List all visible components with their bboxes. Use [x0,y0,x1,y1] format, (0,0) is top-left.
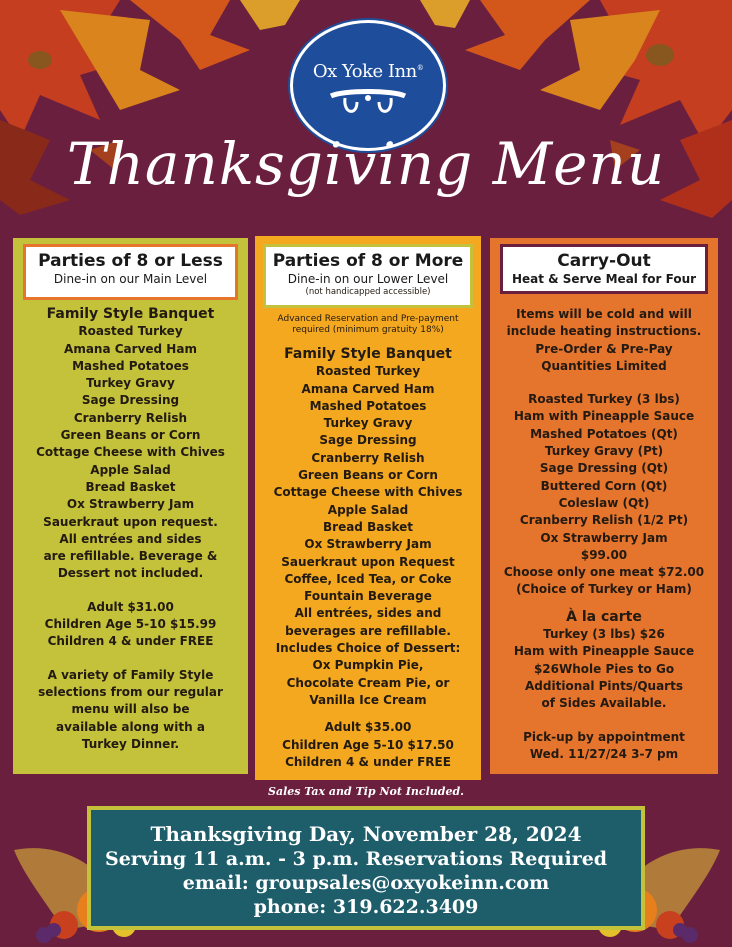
serving-hours: Serving 11 a.m. - 3 p.m. Reservations Required [105,848,608,870]
list-item: Sage Dressing [319,433,417,448]
event-date: Thanksgiving Day, November 28, 2024 [150,822,582,846]
extra-line: Turkey Dinner. [81,736,180,751]
list-item: Cranberry Relish (1/2 Pt) [519,513,689,528]
column-heading: Parties of 8 or More [272,251,464,271]
list-item: Coleslaw (Qt) [558,495,650,510]
column-subheading: Dine-in on our Lower Level [287,272,449,286]
tax-note: Sales Tax and Tip Not Included. [268,785,464,798]
alacarte-item: Turkey (3 lbs) $26 [543,627,665,642]
list-item: Ham with Pineapple Sauce [513,409,695,424]
price-line: Children 4 & under FREE [285,754,451,769]
price-line: Children 4 & under FREE [47,634,214,649]
list-item: Turkey Gravy (Pt) [544,444,664,459]
list-item: Turkey Gravy [323,416,413,431]
list-item: Amana Carved Ham [301,381,435,396]
list-item: Roasted Turkey [315,364,421,379]
section-title: Family Style Banquet [46,306,215,322]
list-item: Green Beans or Corn [298,468,438,483]
contact-email[interactable]: email: groupsales@oxyokeinn.com [182,872,550,894]
section-title: Family Style Banquet [284,346,452,362]
list-item: Bread Basket [323,519,413,534]
extra-line: menu will also be [71,702,190,717]
alacarte-item: Additional Pints/Quarts [525,678,683,693]
extra-line: selections from our regular [38,684,223,699]
alacarte-item: Ham with Pineapple Sauce [513,644,695,659]
column-parties-8-or-more [255,236,481,780]
pickup-line: Pick-up by appointment [523,729,685,744]
list-item: Mashed Potatoes (Qt) [530,426,678,441]
logo-registered-mark: ® [416,64,424,72]
pickup-line: Wed. 11/27/24 3-7 pm [529,746,679,761]
list-item: Sauerkraut upon Request [281,554,455,569]
list-item: Cranberry Relish [311,450,425,465]
list-item: Ox Strawberry Jam [66,497,195,512]
list-item: Cottage Cheese with Chives [273,485,463,500]
alacarte-item: $26Whole Pies to Go [533,661,675,676]
column-subheading: Heat & Serve Meal for Four [511,272,697,286]
column-heading: Parties of 8 or Less [38,251,223,271]
list-item: Buttered Corn (Qt) [540,478,668,493]
list-item: Ox Pumpkin Pie, [312,658,424,673]
page-title: Thanksgiving Menu [66,130,666,198]
list-item: are refillable. Beverage & [43,549,218,564]
list-item: Sage Dressing (Qt) [539,461,669,476]
list-item: $99.00 [580,547,628,562]
list-item: Coffee, Iced Tea, or Coke [284,571,452,586]
logo-name: Ox Yoke Inn [312,61,417,82]
alacarte-title: À la carte [566,608,642,625]
price-line: Adult $31.00 [87,599,174,614]
list-item: Cranberry Relish [73,410,188,425]
list-item: beverages are refillable. [285,623,451,638]
list-item: Sauerkraut upon request. [43,514,218,529]
column-header [23,244,238,300]
list-item: Sage Dressing [81,393,180,408]
list-item: Green Beans or Corn [60,428,201,443]
list-item: Roasted Turkey (3 lbs) [528,392,680,407]
list-item: (Choice of Turkey or Ham) [516,582,692,597]
list-item: Apple Salad [90,462,171,477]
list-item: Amana Carved Ham [64,341,197,356]
list-item: Vanilla Ice Cream [309,692,427,707]
list-item: All entrées, sides and [294,606,442,621]
contact-phone[interactable]: phone: 319.622.3409 [253,896,479,918]
list-item: Ox Strawberry Jam [304,537,432,552]
column-parties-8-or-less [13,238,248,774]
intro-line: include heating instructions. [506,324,702,339]
ox-yoke-icon [323,84,413,124]
list-item: Apple Salad [327,502,409,517]
list-item: Mashed Potatoes [309,398,427,413]
list-item: Fountain Beverage [304,589,432,604]
extra-line: available along with a [56,719,205,734]
column-heading: Carry-Out [557,251,651,271]
list-item: All entrées and sides [59,531,202,546]
list-item: Roasted Turkey [78,324,183,339]
intro-line: Pre-Order & Pre-Pay [535,341,673,356]
list-item: Choose only one meat $72.00 [503,565,705,580]
list-item: Ox Strawberry Jam [540,530,668,545]
column-carry-out [490,238,718,774]
price-line: Children Age 5-10 $17.50 [282,737,454,752]
list-item: Cottage Cheese with Chives [36,445,225,460]
column-header [500,244,708,294]
column-subheading: Dine-in on our Main Level [53,272,208,286]
reservation-note: Advanced Reservation and Pre-payment required (minimum gratuity 18%) [277,314,459,335]
event-details-banner [87,806,645,930]
extra-line: A variety of Family Style [47,667,214,682]
price-line: Adult $35.00 [324,720,412,735]
list-item: Dessert not included. [57,566,204,581]
list-item: Mashed Potatoes [72,358,189,373]
list-item: Bread Basket [85,479,176,494]
list-item: Chocolate Cream Pie, or [286,675,450,690]
intro-line: Items will be cold and will [516,307,692,321]
accessibility-note: (not handicapped accessible) [305,287,431,297]
list-item: Includes Choice of Dessert: [275,641,461,656]
list-item: Turkey Gravy [86,376,175,391]
column-header [263,244,473,308]
alacarte-item: of Sides Available. [541,696,667,711]
intro-line: Quantities Limited [541,358,667,373]
price-line: Children Age 5-10 $15.99 [44,617,217,632]
